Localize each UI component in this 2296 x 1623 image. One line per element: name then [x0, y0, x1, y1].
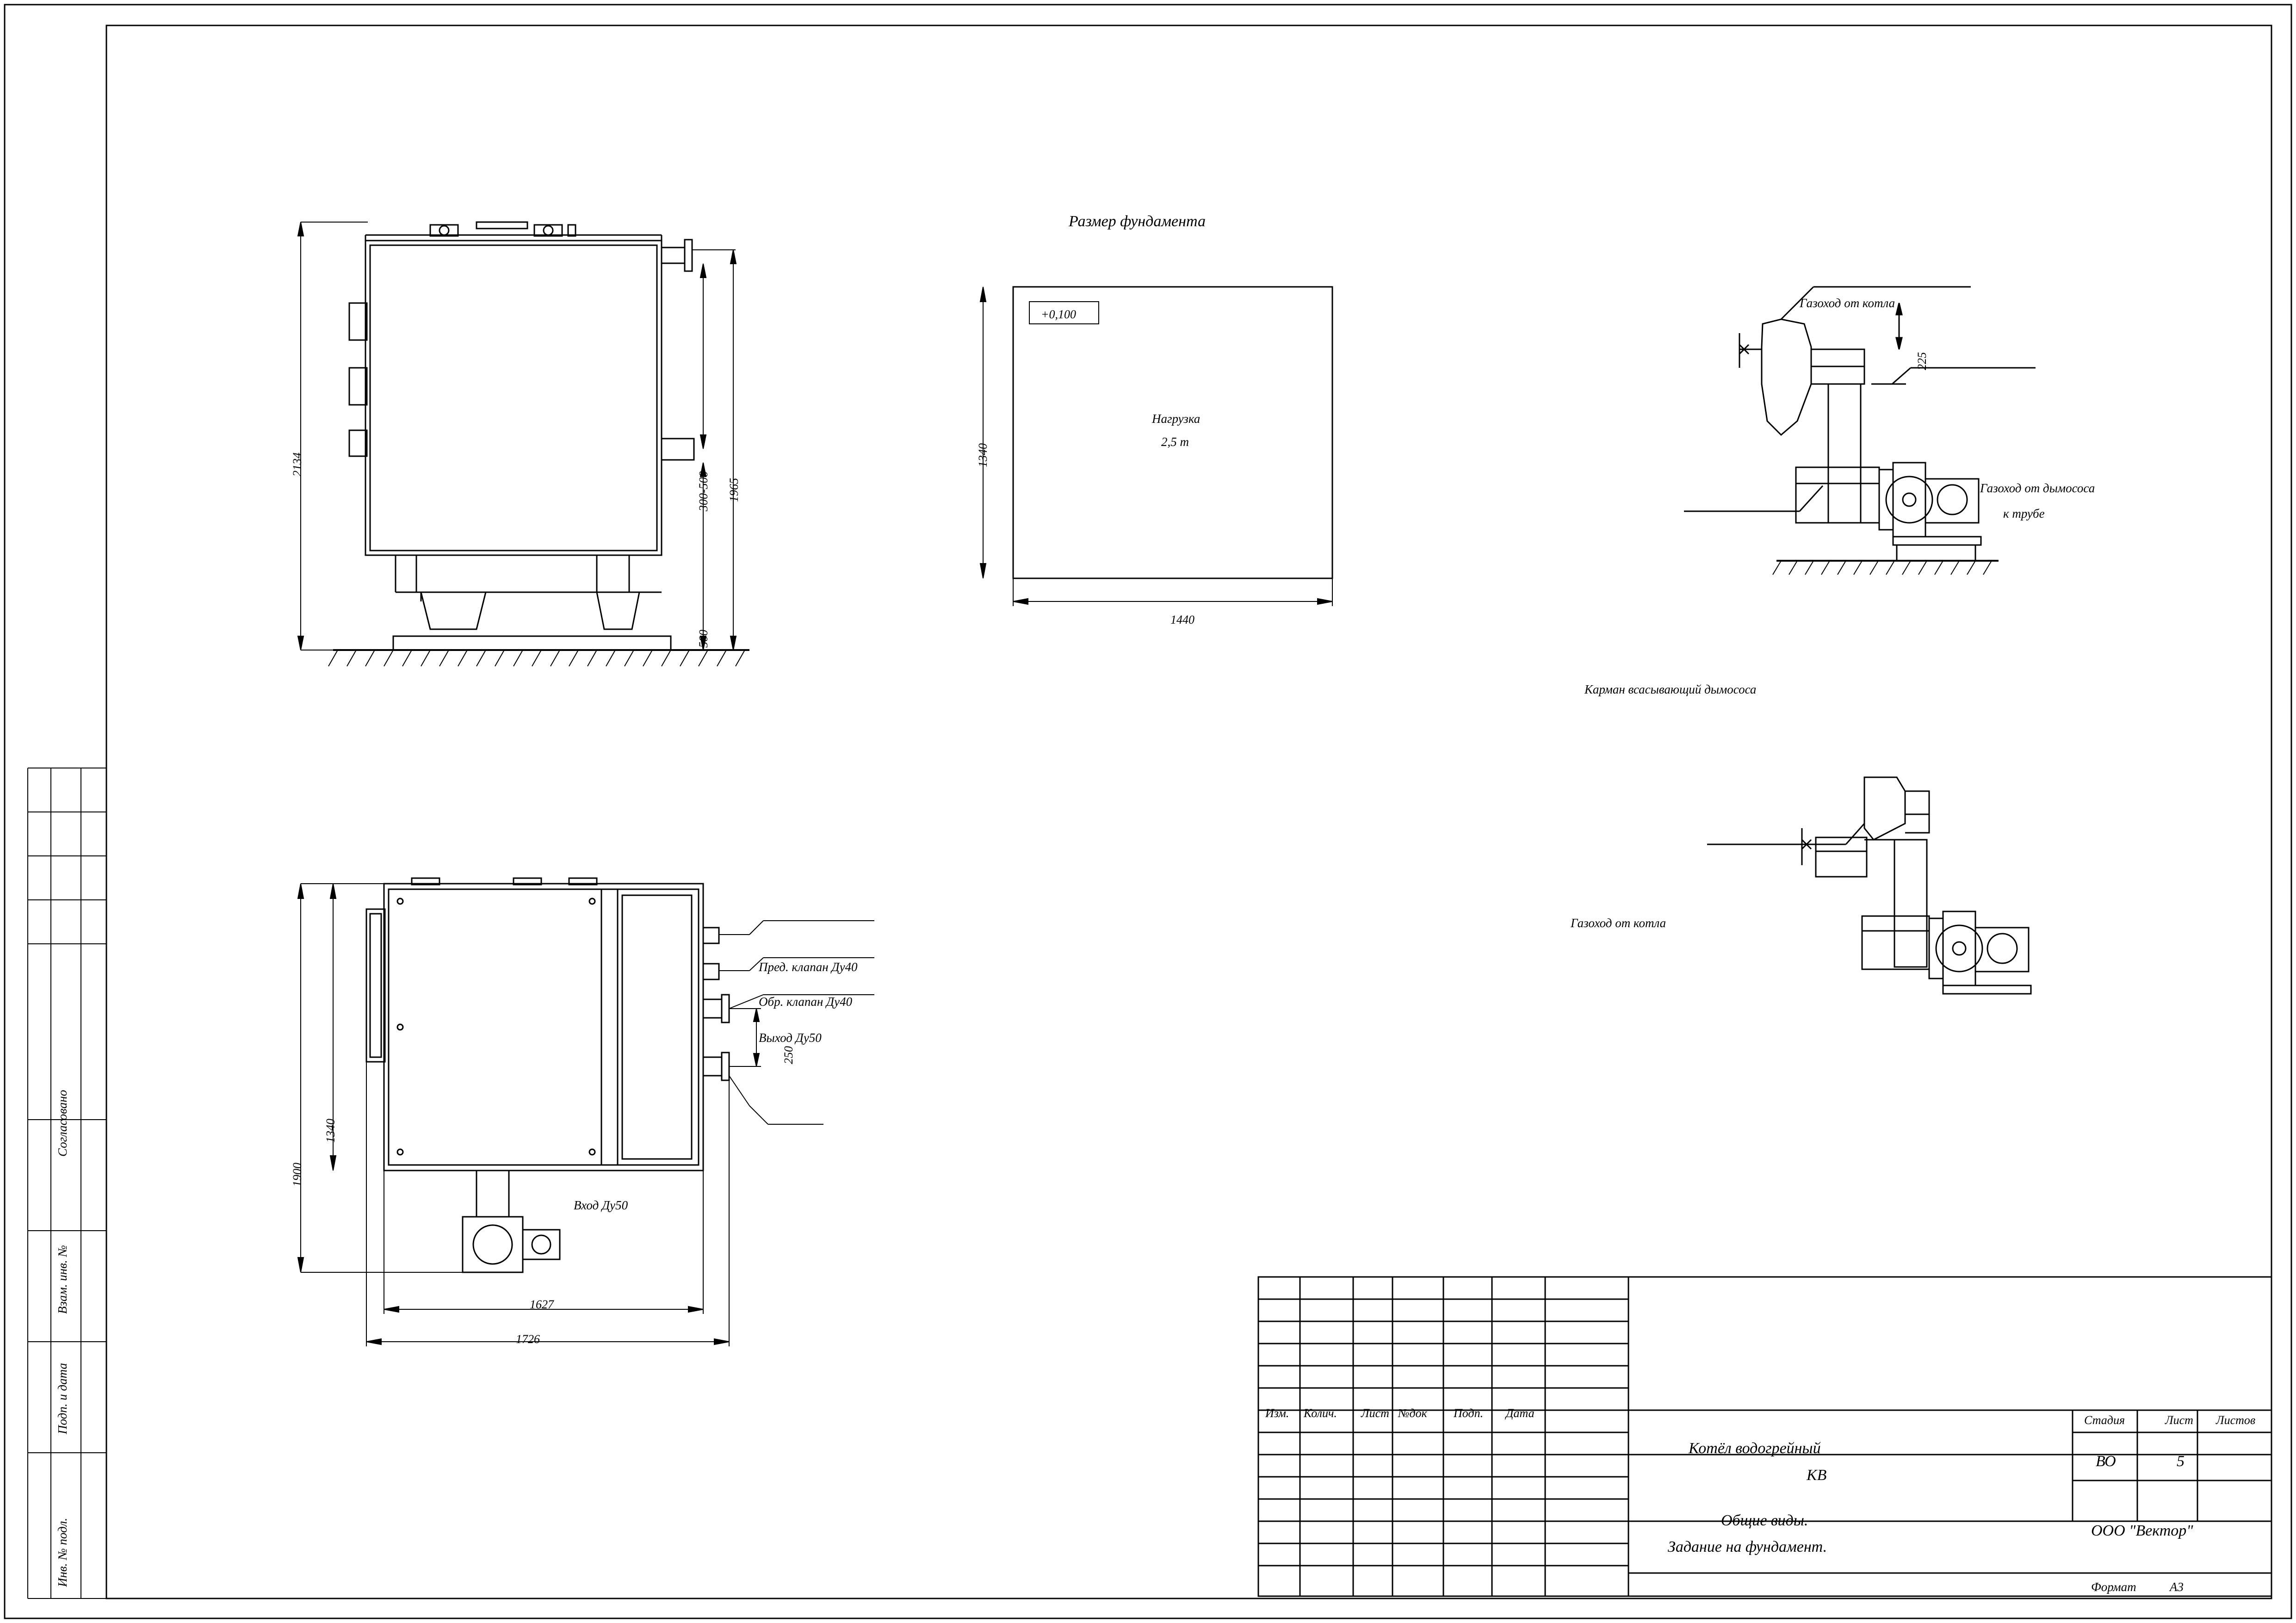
- foundation-dim-1440: 1440: [1170, 613, 1194, 626]
- sheet-header: Лист: [2165, 1413, 2193, 1427]
- top-view-boiler: [278, 847, 972, 1402]
- callout-flue-from-boiler-upper: Газоход от котла: [1800, 296, 1895, 310]
- margin-label-podp-data: Подп. и дата: [56, 1363, 69, 1434]
- flue-lower-view: [1712, 759, 2267, 1175]
- rev-header-izm: Изм.: [1265, 1406, 1289, 1420]
- callout-safety-valve: Пред. клапан Ду40: [759, 960, 858, 974]
- flue-upper-view: [1712, 268, 2267, 731]
- callout-suction-pocket: Карман всасывающий дымососа: [1584, 682, 1757, 696]
- object-name-line1: Котёл водогрейный: [1689, 1440, 1821, 1457]
- callout-check-valve: Обр. клапан Ду40: [759, 995, 853, 1009]
- rev-header-kolich: Колич.: [1304, 1406, 1337, 1420]
- front-dim-2134: 2134: [291, 452, 304, 477]
- foundation-load-line2: 2,5 т: [1161, 435, 1189, 449]
- doc-name-line2: Задание на фундамент.: [1668, 1538, 1827, 1555]
- foundation-view: [962, 264, 1425, 634]
- rev-header-podp: Подп.: [1454, 1406, 1484, 1420]
- front-view-boiler: [278, 185, 879, 740]
- rev-header-data: Дата: [1506, 1406, 1535, 1420]
- callout-inlet: Вход Ду50: [574, 1198, 628, 1212]
- callout-to-chimney: к трубе: [2003, 507, 2045, 520]
- doc-name-line1: Общие виды.: [1721, 1512, 1808, 1529]
- rev-header-list: Лист: [1361, 1406, 1389, 1420]
- callout-flue-from-smoke-exhauster: Газоход от дымососа: [1980, 481, 2095, 495]
- foundation-title: Размер фундамента: [1069, 213, 1206, 230]
- object-name-line2: КВ: [1807, 1467, 1827, 1484]
- top-dim-250: 250: [782, 1046, 795, 1064]
- format-value: А3: [2170, 1580, 2184, 1594]
- top-dim-1340: 1340: [324, 1119, 337, 1143]
- top-dim-1627: 1627: [530, 1298, 554, 1311]
- front-dim-300-500: 300-500: [697, 471, 710, 511]
- callout-outlet: Выход Ду50: [759, 1031, 822, 1045]
- foundation-elevation: +0,100: [1041, 308, 1077, 321]
- flue-dim-225: 225: [1915, 352, 1929, 370]
- rev-header-ndok: №док: [1398, 1406, 1427, 1420]
- margin-label-soglasovano: Согласовано: [56, 1090, 69, 1157]
- margin-label-vzam-inv: Взам. инв. №: [56, 1245, 69, 1314]
- sheet-value: 5: [2177, 1453, 2185, 1470]
- front-dim-500: 500: [697, 630, 710, 648]
- stage-header: Стадия: [2084, 1413, 2125, 1427]
- format-label: Формат: [2091, 1580, 2136, 1594]
- company-name: ООО "Вектор": [2091, 1522, 2193, 1539]
- stage-value: ВО: [2096, 1453, 2116, 1470]
- foundation-dim-1340: 1340: [976, 443, 990, 467]
- top-dim-1900: 1900: [291, 1163, 304, 1187]
- foundation-load-line1: Нагрузка: [1152, 412, 1201, 426]
- left-margin-grid: [0, 768, 120, 1601]
- sheets-header: Листов: [2216, 1413, 2256, 1427]
- front-dim-1965: 1965: [727, 478, 741, 502]
- callout-flue-from-boiler-lower: Газоход от котла: [1571, 916, 1666, 930]
- margin-label-inv-podl: Инв. № подл.: [56, 1518, 69, 1587]
- top-dim-1726: 1726: [516, 1332, 540, 1346]
